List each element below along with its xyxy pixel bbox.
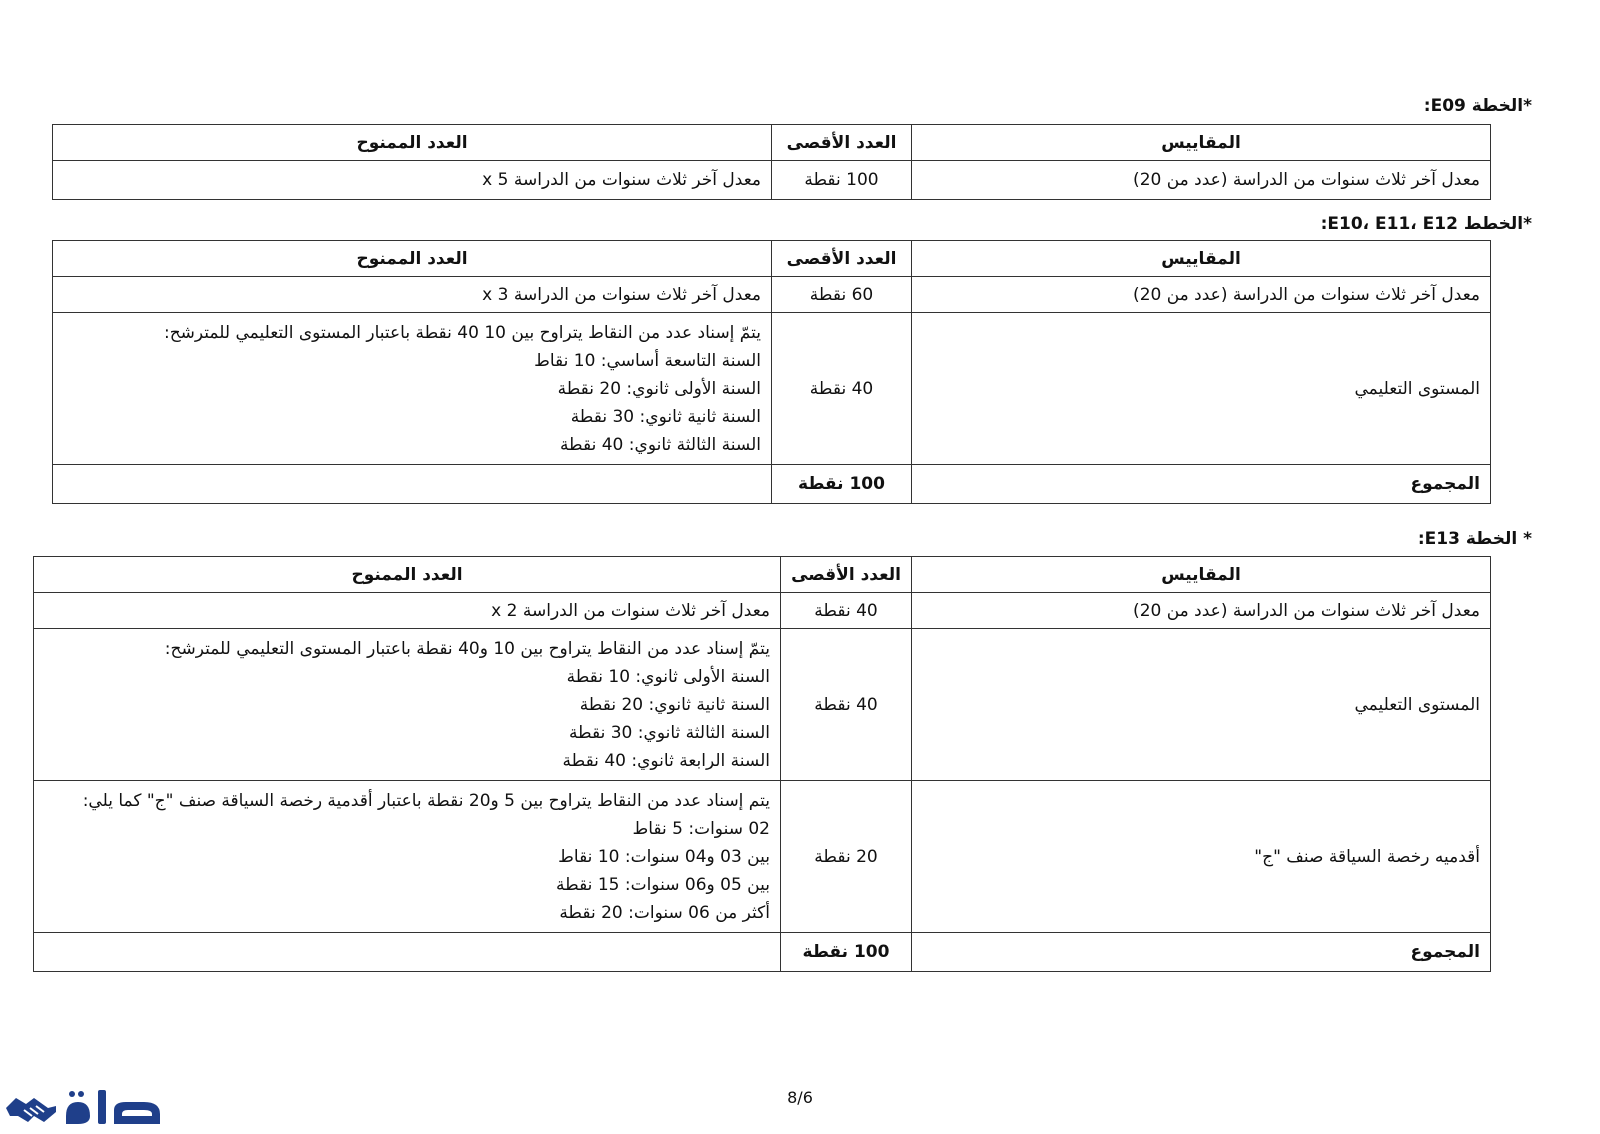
granted-line: 02 سنوات: 5 نقاط bbox=[632, 818, 770, 839]
total-label: المجموع bbox=[912, 465, 1491, 504]
total-label: المجموع bbox=[912, 933, 1491, 972]
granted-line: السنة ثانية ثانوي: 30 نقطة bbox=[570, 406, 761, 427]
granted-line: أكثر من 06 سنوات: 20 نقطة bbox=[559, 902, 770, 923]
granted-header: العدد الممنوح bbox=[34, 557, 781, 593]
granted-cell bbox=[53, 313, 772, 465]
plan-e10-e12-table bbox=[52, 240, 1491, 504]
granted-header: العدد الممنوح bbox=[53, 125, 772, 161]
criteria-cell: أقدميه رخصة السياقة صنف "ج" bbox=[912, 781, 1491, 933]
table-header-row bbox=[34, 557, 1491, 593]
granted-line: بين 03 و04 سنوات: 10 نقاط bbox=[558, 846, 770, 867]
granted-line: السنة الثالثة ثانوي: 40 نقطة bbox=[559, 434, 761, 455]
granted-cell: معدل آخر ثلاث سنوات من الدراسة x 2 bbox=[34, 593, 781, 629]
criteria-cell: معدل آخر ثلاث سنوات من الدراسة (عدد من 20) bbox=[912, 593, 1491, 629]
plan-e13-title: * الخطة E13: bbox=[1417, 529, 1532, 549]
criteria-header: المقاييس bbox=[912, 557, 1491, 593]
table-header-row bbox=[53, 241, 1491, 277]
table-row bbox=[53, 161, 1491, 200]
criteria-header: المقاييس bbox=[912, 125, 1491, 161]
page-number: 8/6 bbox=[787, 1088, 813, 1107]
plan-e13-table bbox=[33, 556, 1491, 972]
table-row bbox=[53, 277, 1491, 313]
plan-e10-e12-title: *الخطط E10، E11، E12: bbox=[1320, 214, 1532, 234]
handshake-icon bbox=[4, 1086, 170, 1130]
table-row bbox=[53, 313, 1491, 465]
granted-line: السنة الأولى ثانوي: 10 نقطة bbox=[566, 666, 770, 687]
total-value: 100 نقطة bbox=[772, 465, 912, 504]
max-cell: 40 نقطة bbox=[781, 593, 912, 629]
empty-cell bbox=[53, 465, 772, 504]
max-header: العدد الأقصى bbox=[781, 557, 912, 593]
granted-header: العدد الممنوح bbox=[53, 241, 772, 277]
total-value: 100 نقطة bbox=[781, 933, 912, 972]
criteria-header: المقاييس bbox=[912, 241, 1491, 277]
table-header-row bbox=[53, 125, 1491, 161]
max-cell: 20 نقطة bbox=[781, 781, 912, 933]
criteria-cell: معدل آخر ثلاث سنوات من الدراسة (عدد من 20) bbox=[912, 277, 1491, 313]
granted-line: يتم إسناد عدد من النقاط يتراوح بين 5 و20 نقطة باعتبار أقدمية رخصة السياقة صنف "ج" كما يلي: bbox=[82, 790, 770, 811]
table-row bbox=[34, 781, 1491, 933]
site-logo bbox=[4, 1086, 170, 1130]
granted-cell bbox=[34, 629, 781, 781]
empty-cell bbox=[34, 933, 781, 972]
granted-line: يتمّ إسناد عدد من النقاط يتراوح بين 10 40 نقطة باعتبار المستوى التعليمي للمترشح: bbox=[163, 322, 761, 343]
plan-e09-table bbox=[52, 124, 1491, 200]
max-cell: 40 نقطة bbox=[772, 313, 912, 465]
plan-e09-title: *الخطة E09: bbox=[1423, 96, 1532, 116]
max-cell: 60 نقطة bbox=[772, 277, 912, 313]
granted-line: السنة ثانية ثانوي: 20 نقطة bbox=[579, 694, 770, 715]
total-row bbox=[53, 465, 1491, 504]
granted-line: السنة الثالثة ثانوي: 30 نقطة bbox=[568, 722, 770, 743]
max-header: العدد الأقصى bbox=[772, 125, 912, 161]
table-row bbox=[34, 629, 1491, 781]
granted-cell bbox=[34, 781, 781, 933]
granted-line: السنة التاسعة أساسي: 10 نقاط bbox=[534, 350, 761, 371]
criteria-cell: معدل آخر ثلاث سنوات من الدراسة (عدد من 20) bbox=[912, 161, 1491, 200]
granted-line: السنة الرابعة ثانوي: 40 نقطة bbox=[562, 750, 770, 771]
total-row bbox=[34, 933, 1491, 972]
granted-cell: معدل آخر ثلاث سنوات من الدراسة x 3 bbox=[53, 277, 772, 313]
criteria-cell: المستوى التعليمي bbox=[912, 629, 1491, 781]
max-header: العدد الأقصى bbox=[772, 241, 912, 277]
granted-line: السنة الأولى ثانوي: 20 نقطة bbox=[557, 378, 761, 399]
max-cell: 100 نقطة bbox=[772, 161, 912, 200]
granted-cell: معدل آخر ثلاث سنوات من الدراسة x 5 bbox=[53, 161, 772, 200]
criteria-cell: المستوى التعليمي bbox=[912, 313, 1491, 465]
granted-line: بين 05 و06 سنوات: 15 نقطة bbox=[556, 874, 770, 895]
max-cell: 40 نقطة bbox=[781, 629, 912, 781]
granted-line: يتمّ إسناد عدد من النقاط يتراوح بين 10 و40 نقطة باعتبار المستوى التعليمي للمترشح: bbox=[164, 638, 770, 659]
table-row bbox=[34, 593, 1491, 629]
